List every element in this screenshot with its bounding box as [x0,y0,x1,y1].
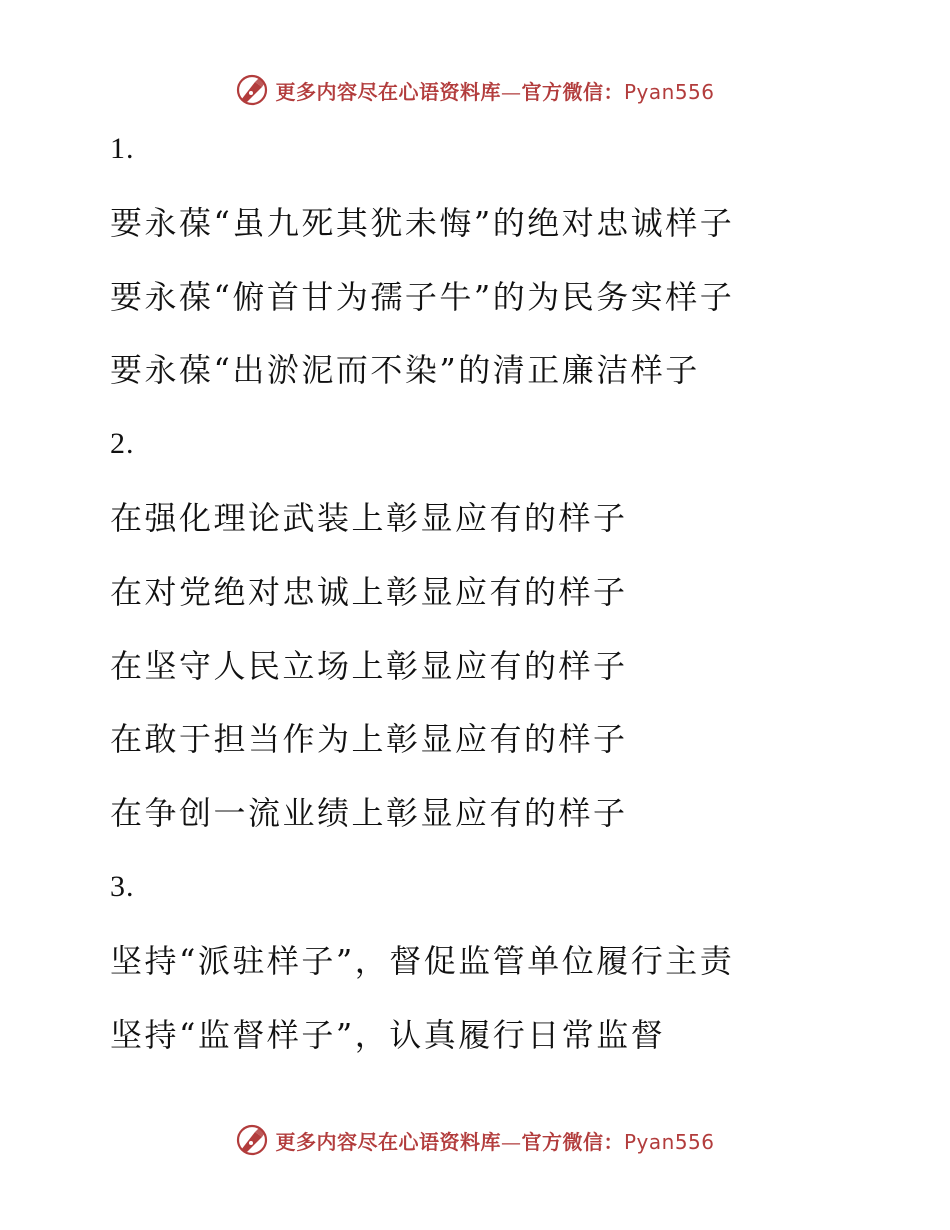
watermark-wechat-id: Pyan556 [623,1129,715,1154]
watermark-separator: — [500,79,522,104]
watermark-main: 更多内容尽在心语资料库 [275,79,501,104]
section-number-3: 3. [110,869,135,903]
header-watermark [0,70,950,110]
text-line: 坚持“监督样子”，认真履行日常监督 [110,1015,666,1054]
pen-nib-circle-icon [235,73,269,107]
text-line: 在强化理论武装上彰显应有的样子 [110,498,628,537]
text-line: 要永葆“俯首甘为孺子牛”的为民务实样子 [110,277,735,316]
text-line: 在对党绝对忠诚上彰显应有的样子 [110,572,628,611]
section-number-1: 1. [110,132,135,165]
watermark-wechat-label: 官方微信： [521,1129,624,1154]
text-line: 在坚守人民立场上彰显应有的样子 [110,646,628,685]
text-line: 在争创一流业绩上彰显应有的样子 [110,794,628,833]
watermark-text [275,1126,714,1155]
text-line: 在敢于担当作为上彰显应有的样子 [110,720,628,759]
pen-nib-circle-icon [235,1123,269,1157]
document-body [110,124,910,1083]
watermark-wechat-label: 官方微信： [521,79,624,104]
text-line: 坚持“派驻样子”，督促监管单位履行主责 [110,941,735,980]
watermark-text [275,76,714,105]
watermark-separator: — [500,1129,522,1154]
section-number-2: 2. [110,427,135,461]
footer-watermark [0,1120,950,1160]
text-line: 要永葆“虽九死其犹未悔”的绝对忠诚样子 [110,203,735,242]
watermark-main: 更多内容尽在心语资料库 [275,1129,501,1154]
text-line: 要永葆“出淤泥而不染”的清正廉洁样子 [110,351,700,390]
watermark-wechat-id: Pyan556 [623,79,715,104]
